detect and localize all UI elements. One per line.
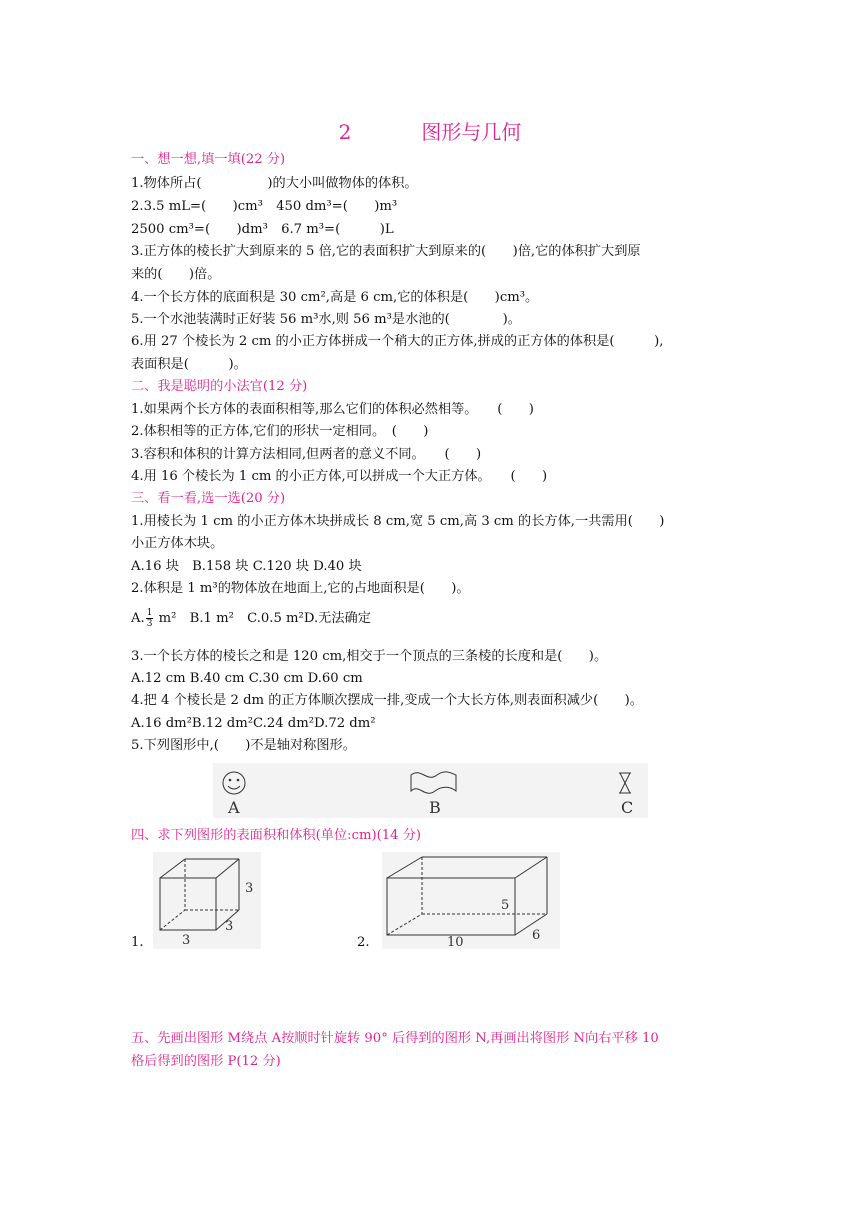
cube-width-label: 3 bbox=[182, 933, 191, 948]
question-3-3: 3.一个长方体的棱长之和是 120 cm,相交于一个顶点的三条棱的长度和是( )。 bbox=[131, 649, 608, 664]
page-title bbox=[0, 116, 860, 145]
section-2-heading: 二、我是聪明的小法官(12 分) bbox=[131, 379, 308, 394]
option-a-prefix: A. bbox=[131, 611, 145, 626]
wave-figure bbox=[411, 772, 456, 793]
options-rest: m² B.1 m² C.0.5 m²D.无法确定 bbox=[154, 611, 371, 626]
cuboid-diagram bbox=[382, 852, 560, 949]
question-1-2a: 2.3.5 mL=( )cm³ 450 dm³=( )m³ bbox=[131, 199, 398, 214]
question-3-4: 4.把 4 个棱长是 2 dm 的正方体顺次摆成一排,变成一个大长方体,则表面积减少( )。 bbox=[131, 693, 643, 708]
fraction-numerator: 1 bbox=[146, 608, 153, 618]
cuboid-length-label: 10 bbox=[447, 935, 464, 949]
question-1-4: 4.一个长方体的底面积是 30 cm²,高是 6 cm,它的体积是( )cm³。 bbox=[131, 290, 539, 305]
question-3-5: 5.下列图形中,( )不是轴对称图形。 bbox=[131, 738, 356, 753]
question-1-3b: 来的( )倍。 bbox=[131, 267, 221, 282]
section-1-heading: 一、想一想,填一填(22 分) bbox=[131, 152, 286, 167]
cuboid-width-label: 6 bbox=[532, 928, 541, 943]
section-4-heading: 四、求下列图形的表面积和体积(单位:cm)(14 分) bbox=[131, 828, 422, 843]
fraction bbox=[146, 608, 154, 629]
section-5-heading-line2: 格后得到的图形 P(12 分) bbox=[131, 1054, 281, 1069]
question-3-4-options: A.16 dm²B.12 dm²C.24 dm²D.72 dm² bbox=[131, 716, 376, 731]
question-1-5: 5.一个水池装满时正好装 56 m³水,则 56 m³是水池的( )。 bbox=[131, 312, 521, 327]
question-2-3: 3.容积和体积的计算方法相同,但两者的意义不同。 ( ) bbox=[131, 447, 482, 462]
question-2-1: 1.如果两个长方体的表面积相等,那么它们的体积必然相等。 ( ) bbox=[131, 402, 534, 417]
symmetry-figures-strip bbox=[213, 763, 648, 818]
cuboid-height-label: 5 bbox=[501, 898, 510, 913]
hourglass-figure bbox=[619, 773, 631, 793]
section-3-heading: 三、看一看,选一选(20 分) bbox=[131, 491, 286, 506]
question-1-3a: 3.正方体的棱长扩大到原来的 5 倍,它的表面积扩大到原来的( )倍,它的体积扩大到原 bbox=[131, 244, 641, 259]
chapter-number: 2 bbox=[338, 120, 352, 144]
figure-label-c: C bbox=[621, 798, 634, 817]
question-1-6b: 表面积是( )。 bbox=[131, 357, 247, 372]
chapter-title: 图形与几何 bbox=[421, 120, 522, 144]
question-3-2: 2.体积是 1 m³的物体放在地面上,它的占地面积是( )。 bbox=[131, 581, 470, 596]
figure-1-number: 1. bbox=[131, 935, 144, 950]
smiley-figure bbox=[223, 772, 245, 794]
question-3-1-options: A.16 块 B.158 块 C.120 块 D.40 块 bbox=[131, 559, 362, 574]
section-5-heading-line1: 五、先画出图形 M绕点 A按顺时针旋转 90° 后得到的图形 N,再画出将图形 N向右平移 10 bbox=[131, 1031, 659, 1046]
question-1-2b: 2500 cm³=( )dm³ 6.7 m³=( )L bbox=[131, 222, 394, 237]
question-1-1: 1.物体所占( )的大小叫做物体的体积。 bbox=[131, 176, 418, 191]
cuboid-figure bbox=[382, 852, 560, 949]
fraction-denominator: 3 bbox=[146, 619, 153, 629]
question-1-6a: 6.用 27 个棱长为 2 cm 的小正方体拼成一个稍大的正方体,拼成的正方体的体积是( ), bbox=[131, 334, 664, 349]
cube-diagram bbox=[153, 852, 261, 949]
cube-height-label: 3 bbox=[245, 881, 254, 896]
symmetry-figures bbox=[213, 763, 648, 818]
question-3-1b: 小正方体木块。 bbox=[131, 536, 224, 551]
question-2-4: 4.用 16 个棱长为 1 cm 的小正方体,可以拼成一个大正方体。 ( ) bbox=[131, 469, 548, 484]
cube-figure bbox=[153, 852, 261, 949]
question-2-2: 2.体积相等的正方体,它们的形状一定相同。 ( ) bbox=[131, 424, 429, 439]
question-3-3-options: A.12 cm B.40 cm C.30 cm D.60 cm bbox=[131, 671, 363, 686]
question-3-1a: 1.用棱长为 1 cm 的小正方体木块拼成长 8 cm,宽 5 cm,高 3 cm 的长方体,一共需用( ) bbox=[131, 514, 665, 529]
figure-label-a: A bbox=[228, 798, 240, 817]
figure-label-b: B bbox=[429, 798, 441, 817]
cube-depth-label: 3 bbox=[225, 919, 234, 934]
figure-2-number: 2. bbox=[357, 935, 370, 950]
question-3-2-options bbox=[131, 608, 371, 630]
